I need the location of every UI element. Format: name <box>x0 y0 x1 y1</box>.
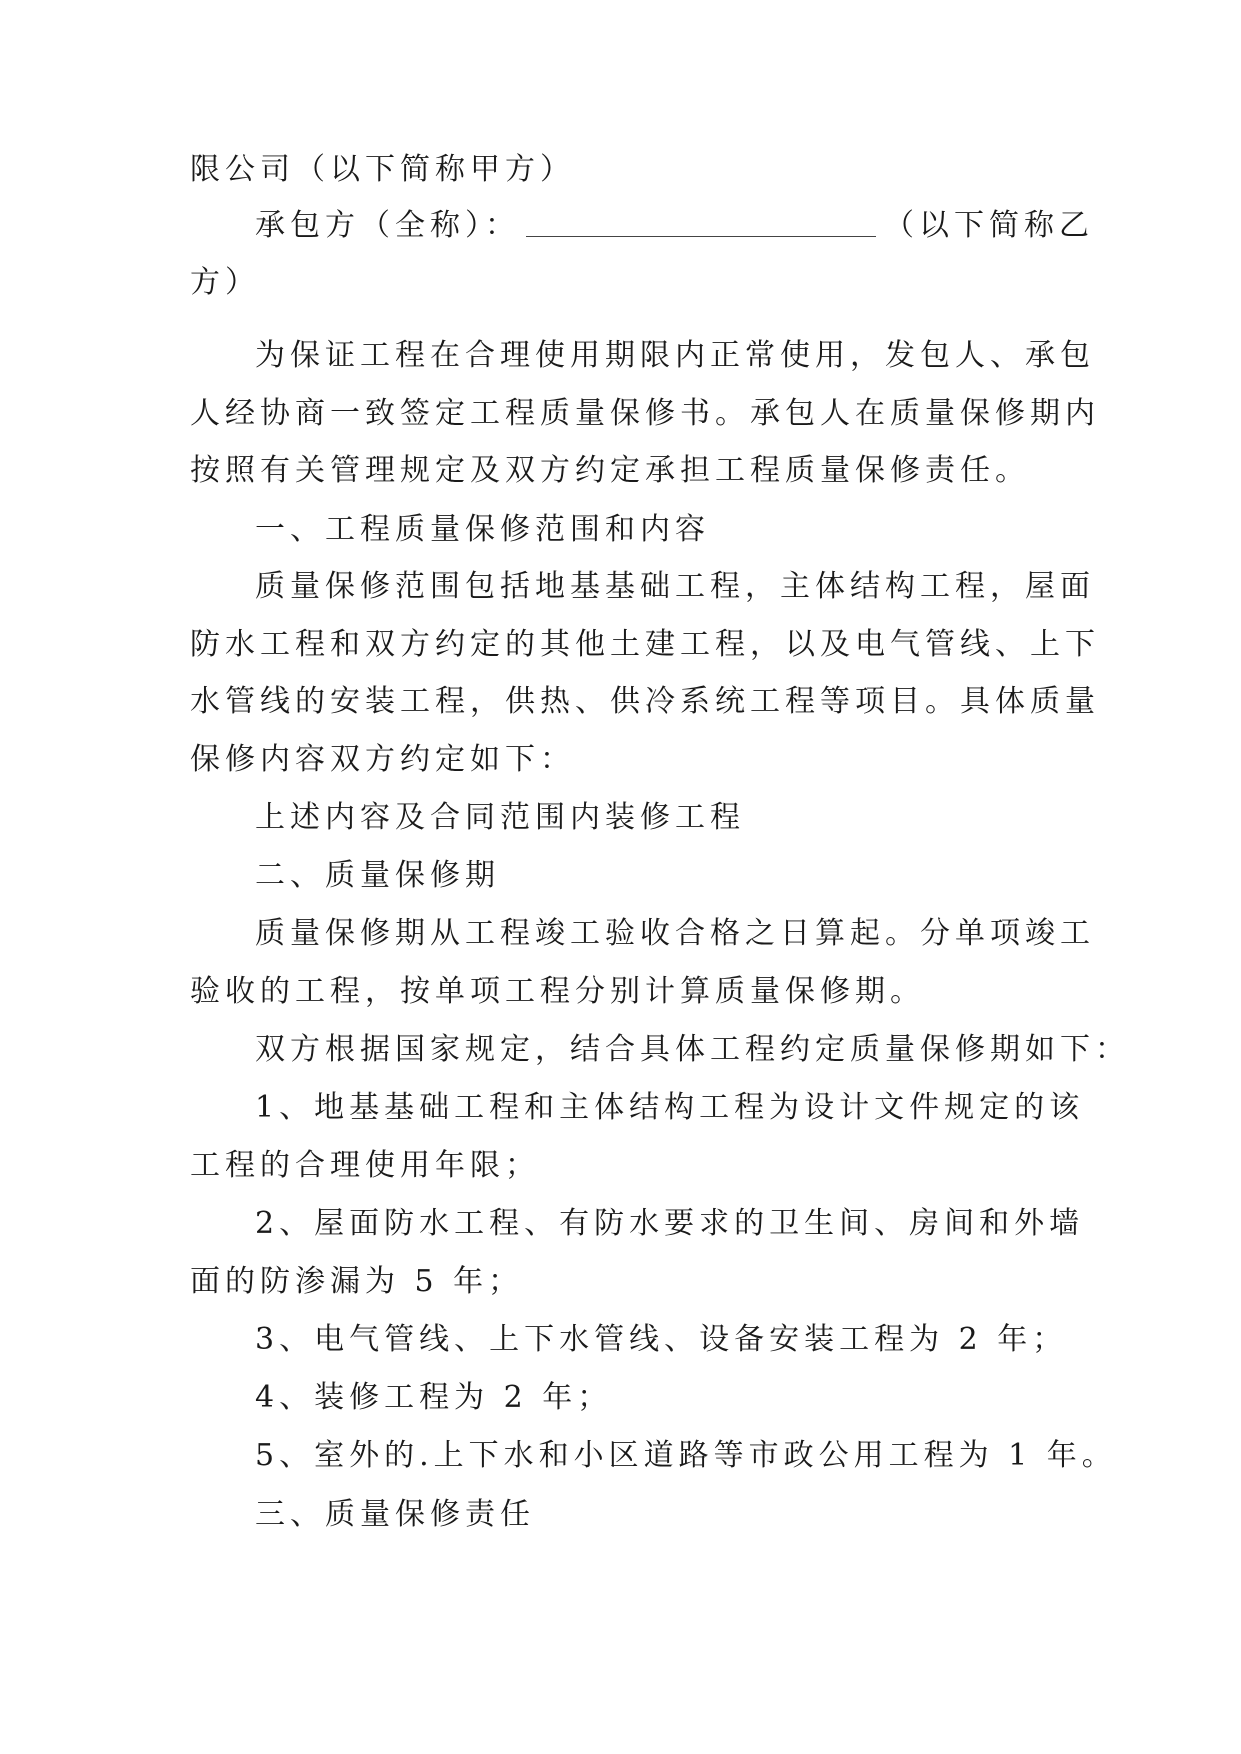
paragraph-line: 人经协商一致签定工程质量保修书。承包人在质量保修期内 <box>190 396 1100 431</box>
paragraph-line: 限公司（以下简称甲方） <box>190 152 575 187</box>
paragraph-line: 验收的工程，按单项工程分别计算质量保修期。 <box>190 974 925 1009</box>
list-item: 3、电气管线、上下水管线、设备安装工程为 2 年； <box>255 1322 1068 1357</box>
paragraph-line: 按照有关管理规定及双方约定承担工程质量保修责任。 <box>190 453 1030 488</box>
paragraph-line: 保修内容双方约定如下： <box>190 742 575 777</box>
paragraph-line: 双方根据国家规定，结合具体工程约定质量保修期如下： <box>255 1032 1130 1067</box>
contractor-line <box>255 208 1094 244</box>
paragraph-line: 方） <box>190 265 260 300</box>
paragraph-line: 质量保修范围包括地基基础工程，主体结构工程，屋面 <box>255 569 1095 604</box>
section-heading: 三、质量保修责任 <box>255 1497 535 1532</box>
paragraph-line: 质量保修期从工程竣工验收合格之日算起。分单项竣工 <box>255 916 1095 951</box>
contractor-label: 承包方（全称）： <box>255 208 520 243</box>
list-item: 1、地基基础工程和主体结构工程为设计文件规定的该 <box>255 1090 1085 1125</box>
list-item-continuation: 工程的合理使用年限； <box>190 1148 540 1183</box>
list-item: 2、屋面防水工程、有防水要求的卫生间、房间和外墙 <box>255 1206 1085 1241</box>
paragraph-line: 为保证工程在合理使用期限内正常使用，发包人、承包 <box>255 338 1095 373</box>
section-heading: 二、质量保修期 <box>255 858 500 893</box>
contractor-suffix: （以下简称乙 <box>884 208 1094 243</box>
contractor-name-blank <box>526 210 876 237</box>
paragraph-line: 上述内容及合同范围内装修工程 <box>255 800 745 835</box>
list-item: 5、室外的.上下水和小区道路等市政公用工程为 1 年。 <box>255 1438 1117 1473</box>
paragraph-line: 水管线的安装工程，供热、供冷系统工程等项目。具体质量 <box>190 684 1100 719</box>
paragraph-line: 防水工程和双方约定的其他土建工程，以及电气管线、上下 <box>190 627 1100 662</box>
list-item-continuation: 面的防渗漏为 5 年； <box>190 1264 524 1299</box>
list-item: 4、装修工程为 2 年； <box>255 1380 613 1415</box>
section-heading: 一、工程质量保修范围和内容 <box>255 512 710 547</box>
